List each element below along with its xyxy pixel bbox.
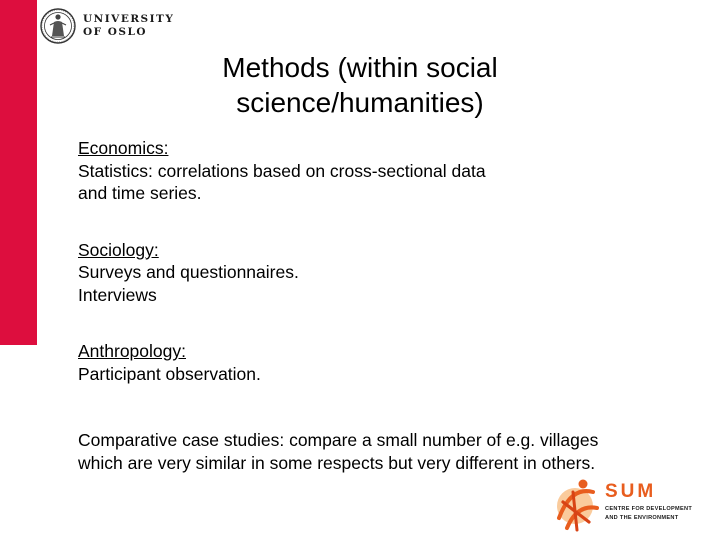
sum-figure-icon: [553, 478, 601, 534]
closing-line: Comparative case studies: compare a small number of e.g. villages: [78, 430, 599, 450]
sum-wordmark: SUM: [605, 481, 657, 502]
university-name-line1: UNIVERSITY: [83, 13, 175, 25]
section-line: Participant observation.: [78, 363, 261, 384]
section-sociology: [78, 239, 703, 307]
section-line: and time series.: [78, 183, 202, 203]
section-heading: Sociology:: [78, 239, 159, 260]
closing-line: which are very similar in some respects but very different in others.: [78, 452, 596, 473]
section-anthropology: [78, 340, 703, 385]
university-name-line2: OF OSLO: [83, 26, 148, 38]
section-line: Statistics: correlations based on cross-sectional data: [78, 160, 486, 181]
sum-subtitle-line1: CENTRE FOR DEVELOPMENT: [605, 506, 693, 512]
slide-body: [78, 137, 703, 474]
section-line: Surveys and questionnaires.: [78, 262, 299, 282]
slide-title: [140, 50, 580, 120]
section-economics: [78, 137, 703, 205]
section-heading: Economics:: [78, 138, 169, 158]
sum-logo: [553, 478, 693, 536]
sum-subtitle-line2: AND THE ENVIRONMENT: [605, 515, 679, 521]
university-seal-icon: [40, 7, 76, 45]
title-line1: Methods (within social: [222, 52, 498, 83]
accent-bar: [0, 0, 37, 345]
sum-subtitle: [605, 505, 692, 523]
university-logo: [40, 6, 174, 46]
section-line: Interviews: [78, 284, 157, 305]
title-line2: science/humanities): [236, 87, 484, 118]
section-heading: Anthropology:: [78, 341, 186, 361]
closing-paragraph: [78, 429, 703, 474]
